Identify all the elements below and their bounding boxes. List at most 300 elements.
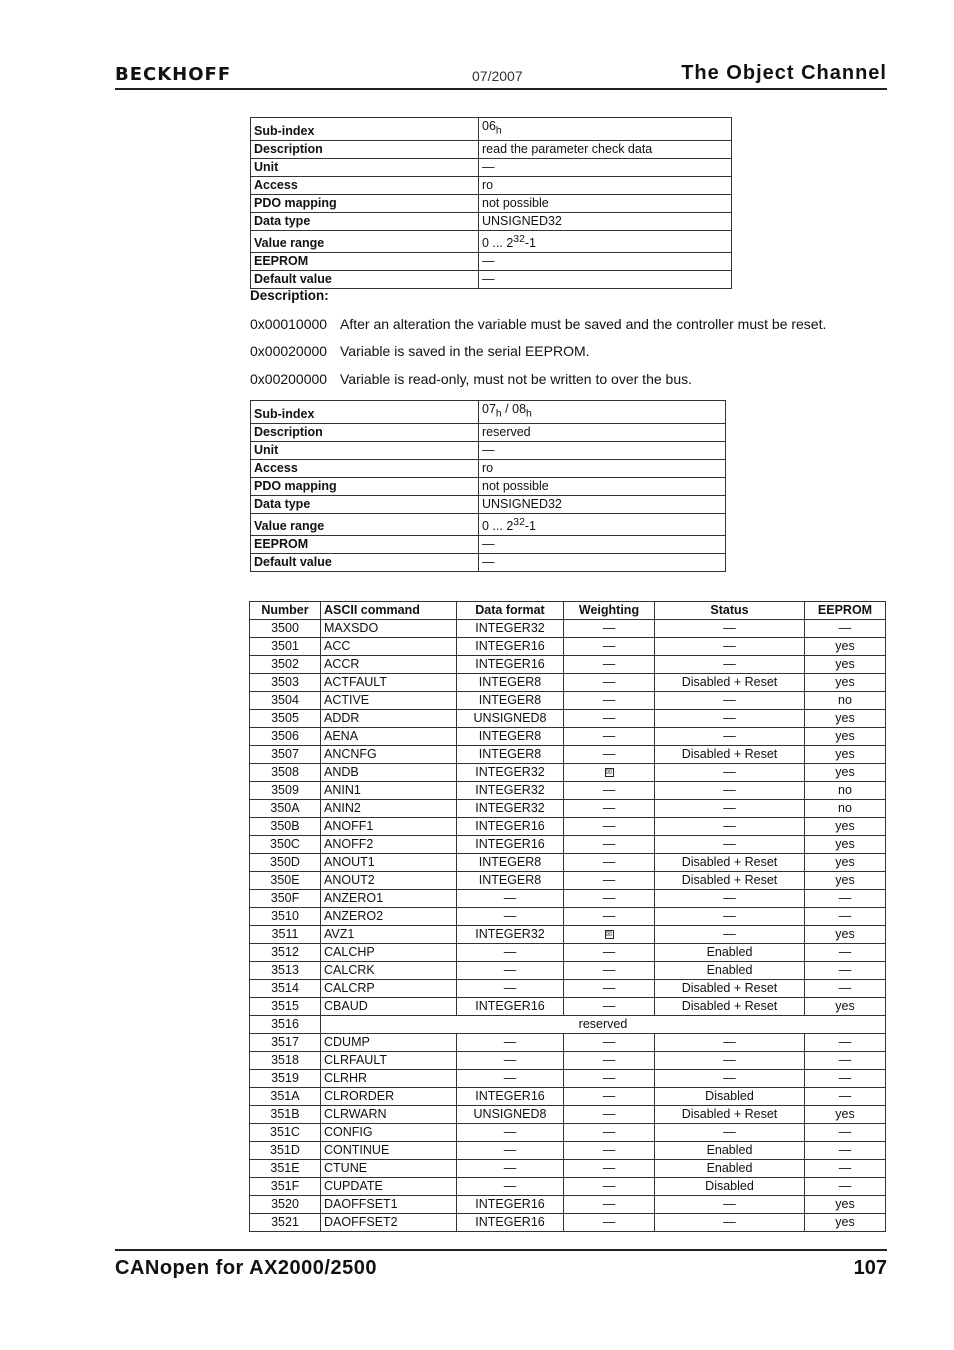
cell-ascii-command: ANOUT2 [321,872,457,890]
bit-text: Variable is saved in the serial EEPROM. [340,343,590,359]
table-row [250,1214,886,1232]
col-weighting: Weighting [564,602,655,620]
page-footer [115,1249,887,1279]
cell-status: — [655,656,805,674]
table-row [250,836,886,854]
property-name: Access [251,459,479,477]
table-row [250,944,886,962]
cell-weighting: — [564,1142,655,1160]
cell-status: Disabled + Reset [655,854,805,872]
description-line [250,343,590,359]
table-row [250,1106,886,1124]
property-value [479,176,732,194]
cell-ascii-command: ANOFF1 [321,818,457,836]
cell-weighting: — [564,1178,655,1196]
bit-code: 0x00200000 [250,371,328,387]
cell-weighting: — [564,674,655,692]
cell-weighting: — [564,1160,655,1178]
property-name: Sub-index [251,118,479,141]
cell-ascii-command: CLRFAULT [321,1052,457,1070]
table-row [250,926,886,944]
cell-weighting: — [564,800,655,818]
table-row [250,728,886,746]
table-row [251,176,732,194]
property-value [479,553,726,571]
cell-weighting [564,926,655,944]
property-name: PDO mapping [251,477,479,495]
cell-data-format: — [457,1178,564,1196]
cell-ascii-command: ADDR [321,710,457,728]
cell-number: 3509 [250,782,321,800]
hex-suffix: h [495,125,502,137]
property-name: PDO mapping [251,194,479,212]
cell-ascii-command: MAXSDO [321,620,457,638]
cell-data-format: — [457,1070,564,1088]
cell-weighting: — [564,1214,655,1232]
beckhoff-logo: BECKHOFF [115,64,232,85]
table-row [250,998,886,1016]
table-row [250,620,886,638]
cell-weighting: — [564,728,655,746]
cell-data-format: INTEGER16 [457,638,564,656]
property-name: Data type [251,495,479,513]
description-line [250,371,692,387]
col-status: Status [655,602,805,620]
property-value [479,535,726,553]
table-row [250,1160,886,1178]
table-row [250,692,886,710]
cell-ascii-command: ANOUT1 [321,854,457,872]
cell-ascii-command: ANDB [321,764,457,782]
cell-data-format: — [457,1160,564,1178]
col-eeprom: EEPROM [805,602,886,620]
cell-eeprom: yes [805,710,886,728]
cell-data-format: INTEGER16 [457,1088,564,1106]
cell-number: 350F [250,890,321,908]
checked-box-icon: ☒ [605,769,613,777]
table-row [250,674,886,692]
cell-weighting: — [564,746,655,764]
cell-eeprom: yes [805,926,886,944]
cell-status: — [655,1070,805,1088]
bit-code: 0x00010000 [250,316,328,332]
cell-ascii-command: CDUMP [321,1034,457,1052]
cell-reserved: reserved [321,1016,886,1034]
header-date: 07/2007 [472,68,523,84]
cell-ascii-command: ANOFF2 [321,836,457,854]
cell-number: 351F [250,1178,321,1196]
cell-number: 351A [250,1088,321,1106]
cell-status: Disabled [655,1088,805,1106]
cell-weighting [564,764,655,782]
cell-status: — [655,926,805,944]
cell-data-format: — [457,980,564,998]
cell-weighting: — [564,1196,655,1214]
value-text: UNSIGNED32 [482,496,562,511]
cell-data-format: INTEGER32 [457,782,564,800]
value-text: — [482,271,495,286]
value-text: — [482,253,495,268]
table-row [251,118,732,141]
cell-weighting: — [564,944,655,962]
cell-number: 351C [250,1124,321,1142]
cell-data-format: — [457,890,564,908]
cell-eeprom: yes [805,1214,886,1232]
page-number: 107 [853,1257,887,1279]
cell-number: 3500 [250,620,321,638]
cell-weighting: — [564,1124,655,1142]
cell-eeprom: yes [805,638,886,656]
property-name: Sub-index [251,401,479,424]
table-row [251,140,732,158]
table-row [251,252,732,270]
cell-ascii-command: ANCNFG [321,746,457,764]
cell-eeprom: yes [805,818,886,836]
cell-weighting: — [564,656,655,674]
cell-eeprom: yes [805,674,886,692]
cell-eeprom: no [805,692,886,710]
value-text: read the parameter check data [482,141,653,156]
table-row [250,638,886,656]
cell-eeprom: no [805,800,886,818]
table-row [250,1142,886,1160]
cell-ascii-command: ANZERO2 [321,908,457,926]
cell-number: 3515 [250,998,321,1016]
cell-number: 350B [250,818,321,836]
cell-status: Disabled + Reset [655,998,805,1016]
subindex-06-table [250,117,732,289]
property-name: Unit [251,441,479,459]
cell-eeprom: — [805,1070,886,1088]
table-row [250,962,886,980]
description-line [250,316,826,332]
cell-status: — [655,764,805,782]
cell-number: 3506 [250,728,321,746]
cell-weighting: — [564,782,655,800]
cell-status: Enabled [655,944,805,962]
cell-eeprom: yes [805,854,886,872]
table-row [250,854,886,872]
value-text: 06 [482,119,496,133]
cell-status: Disabled + Reset [655,980,805,998]
property-value [479,118,732,141]
exponent: 32 [513,516,525,528]
value-text: — [482,554,495,569]
property-value [479,441,726,459]
cell-status: Disabled [655,1178,805,1196]
cell-data-format: — [457,1052,564,1070]
cell-status: — [655,1214,805,1232]
cell-data-format: — [457,944,564,962]
cell-data-format: UNSIGNED8 [457,1106,564,1124]
table-row [250,1016,886,1034]
cell-data-format: INTEGER16 [457,1196,564,1214]
value-text: 07 [482,402,496,416]
cell-eeprom: — [805,962,886,980]
property-name: EEPROM [251,252,479,270]
cell-status: — [655,1034,805,1052]
cell-status: — [655,638,805,656]
cell-data-format: INTEGER8 [457,728,564,746]
table-row [251,230,732,252]
cell-data-format: INTEGER16 [457,818,564,836]
table-row [250,1196,886,1214]
cell-eeprom: — [805,1124,886,1142]
cell-eeprom: — [805,620,886,638]
cell-weighting: — [564,818,655,836]
table-row [251,212,732,230]
cell-ascii-command: CALCHP [321,944,457,962]
property-value [479,495,726,513]
cell-eeprom: — [805,1178,886,1196]
cell-number: 351D [250,1142,321,1160]
ascii-command-table [249,601,886,1232]
property-value [479,194,732,212]
cell-data-format: INTEGER8 [457,854,564,872]
property-name: Value range [251,513,479,535]
cell-status: — [655,1196,805,1214]
cell-status: Enabled [655,1160,805,1178]
property-name: Data type [251,212,479,230]
subindex-07-08-table [250,400,726,572]
cell-ascii-command: ACTIVE [321,692,457,710]
cell-eeprom: no [805,782,886,800]
cell-number: 3510 [250,908,321,926]
table-row [250,818,886,836]
property-name: EEPROM [251,535,479,553]
table-row [250,908,886,926]
cell-number: 3520 [250,1196,321,1214]
cell-number: 3503 [250,674,321,692]
cell-ascii-command: AENA [321,728,457,746]
cell-weighting: — [564,962,655,980]
cell-number: 350A [250,800,321,818]
cell-number: 350E [250,872,321,890]
cell-eeprom: — [805,908,886,926]
cell-weighting: — [564,1106,655,1124]
manual-title: CANopen for AX2000/2500 [115,1257,377,1279]
cell-data-format: — [457,1142,564,1160]
cell-ascii-command: AVZ1 [321,926,457,944]
cell-data-format: INTEGER8 [457,692,564,710]
table-row [251,158,732,176]
property-value [479,401,726,424]
cell-number: 3511 [250,926,321,944]
cell-weighting: — [564,980,655,998]
cell-number: 3518 [250,1052,321,1070]
table-row [251,477,726,495]
table-row [250,1052,886,1070]
property-name: Description [251,423,479,441]
cell-eeprom: yes [805,656,886,674]
cell-data-format: INTEGER8 [457,872,564,890]
cell-eeprom: — [805,944,886,962]
cell-number: 3514 [250,980,321,998]
cell-data-format: — [457,962,564,980]
cell-eeprom: yes [805,872,886,890]
table-row [250,746,886,764]
cell-ascii-command: CBAUD [321,998,457,1016]
table-row [250,656,886,674]
cell-ascii-command: CTUNE [321,1160,457,1178]
cell-ascii-command: CONFIG [321,1124,457,1142]
cell-status: — [655,890,805,908]
cell-data-format: — [457,1034,564,1052]
checked-box-icon: ☒ [605,931,613,939]
cell-status: Disabled + Reset [655,674,805,692]
cell-weighting: — [564,1052,655,1070]
cell-number: 3517 [250,1034,321,1052]
cell-number: 350D [250,854,321,872]
cell-eeprom: yes [805,746,886,764]
cell-eeprom: yes [805,764,886,782]
cell-status: Disabled + Reset [655,1106,805,1124]
cell-eeprom: — [805,1160,886,1178]
cell-status: Enabled [655,962,805,980]
chapter-title: The Object Channel [681,62,887,84]
property-value [479,140,732,158]
value-suffix: -1 [524,518,536,533]
cell-weighting: — [564,998,655,1016]
bit-text: Variable is read-only, must not be written to over the bus. [340,371,692,387]
value-text: — [482,442,495,457]
cell-ascii-command: ACCR [321,656,457,674]
cell-status: Enabled [655,1142,805,1160]
value-text: — [482,536,495,551]
cell-status: — [655,908,805,926]
cell-ascii-command: ANZERO1 [321,890,457,908]
table-row [251,513,726,535]
cell-number: 350C [250,836,321,854]
cell-ascii-command: CLRWARN [321,1106,457,1124]
table-row [250,890,886,908]
cell-eeprom: — [805,890,886,908]
property-value [479,513,726,535]
cell-data-format: — [457,908,564,926]
cell-number: 351E [250,1160,321,1178]
cell-weighting: — [564,908,655,926]
table-row [251,270,732,288]
cell-ascii-command: CLRORDER [321,1088,457,1106]
cell-ascii-command: DAOFFSET1 [321,1196,457,1214]
page-header [115,62,887,90]
cell-ascii-command: ACTFAULT [321,674,457,692]
table-row [250,872,886,890]
cell-data-format: INTEGER32 [457,764,564,782]
cell-status: Disabled + Reset [655,746,805,764]
cell-eeprom: yes [805,836,886,854]
value-text: reserved [482,424,531,439]
cell-weighting: — [564,854,655,872]
value-text: UNSIGNED32 [482,213,562,228]
property-name: Access [251,176,479,194]
cell-status: — [655,1052,805,1070]
cell-eeprom: yes [805,1106,886,1124]
cell-status: — [655,800,805,818]
cell-eeprom: — [805,1034,886,1052]
value-separator: / 08 [501,402,527,416]
cell-eeprom: yes [805,998,886,1016]
cell-weighting: — [564,1070,655,1088]
cell-data-format: INTEGER32 [457,620,564,638]
cell-ascii-command: ANIN1 [321,782,457,800]
table-row [250,1088,886,1106]
table-row [250,1178,886,1196]
cell-data-format: INTEGER16 [457,998,564,1016]
bit-text: After an alteration the variable must be saved and the controller must be reset. [340,316,827,332]
value-text: ro [482,177,494,192]
table-row [250,1034,886,1052]
cell-number: 3512 [250,944,321,962]
col-data-format: Data format [457,602,564,620]
cell-status: — [655,836,805,854]
table-row [250,800,886,818]
cell-eeprom: — [805,1052,886,1070]
cell-data-format: INTEGER8 [457,674,564,692]
property-name: Default value [251,270,479,288]
cell-number: 3521 [250,1214,321,1232]
col-number: Number [250,602,321,620]
table-row [250,782,886,800]
property-value [479,252,732,270]
cell-weighting: — [564,638,655,656]
table-header-row [250,602,886,620]
table-row [250,764,886,782]
table-row [251,459,726,477]
cell-data-format: INTEGER16 [457,656,564,674]
cell-number: 3502 [250,656,321,674]
property-name: Value range [251,230,479,252]
cell-weighting: — [564,692,655,710]
bit-code: 0x00020000 [250,343,328,359]
cell-weighting: — [564,620,655,638]
property-name: Unit [251,158,479,176]
cell-data-format: — [457,1124,564,1142]
hex-suffix: h [495,408,502,420]
cell-weighting: — [564,710,655,728]
cell-number: 3519 [250,1070,321,1088]
table-row [251,423,726,441]
cell-eeprom: yes [805,728,886,746]
table-row [250,1124,886,1142]
cell-number: 3508 [250,764,321,782]
cell-status: — [655,1124,805,1142]
description-heading: Description: [250,288,329,303]
cell-number: 3505 [250,710,321,728]
value-text: ro [482,460,494,475]
property-name: Description [251,140,479,158]
cell-data-format: UNSIGNED8 [457,710,564,728]
cell-number: 3516 [250,1016,321,1034]
cell-status: — [655,782,805,800]
cell-status: — [655,710,805,728]
cell-status: — [655,620,805,638]
table-row [250,1070,886,1088]
value-text: not possible [482,478,549,493]
property-name: Default value [251,553,479,571]
cell-ascii-command: CUPDATE [321,1178,457,1196]
cell-number: 3513 [250,962,321,980]
cell-status: — [655,728,805,746]
cell-number: 3501 [250,638,321,656]
col-ascii-command: ASCII command [321,602,457,620]
cell-eeprom: — [805,980,886,998]
cell-data-format: INTEGER32 [457,926,564,944]
cell-ascii-command: ACC [321,638,457,656]
cell-ascii-command: CALCRP [321,980,457,998]
table-row [251,495,726,513]
cell-eeprom: yes [805,1196,886,1214]
